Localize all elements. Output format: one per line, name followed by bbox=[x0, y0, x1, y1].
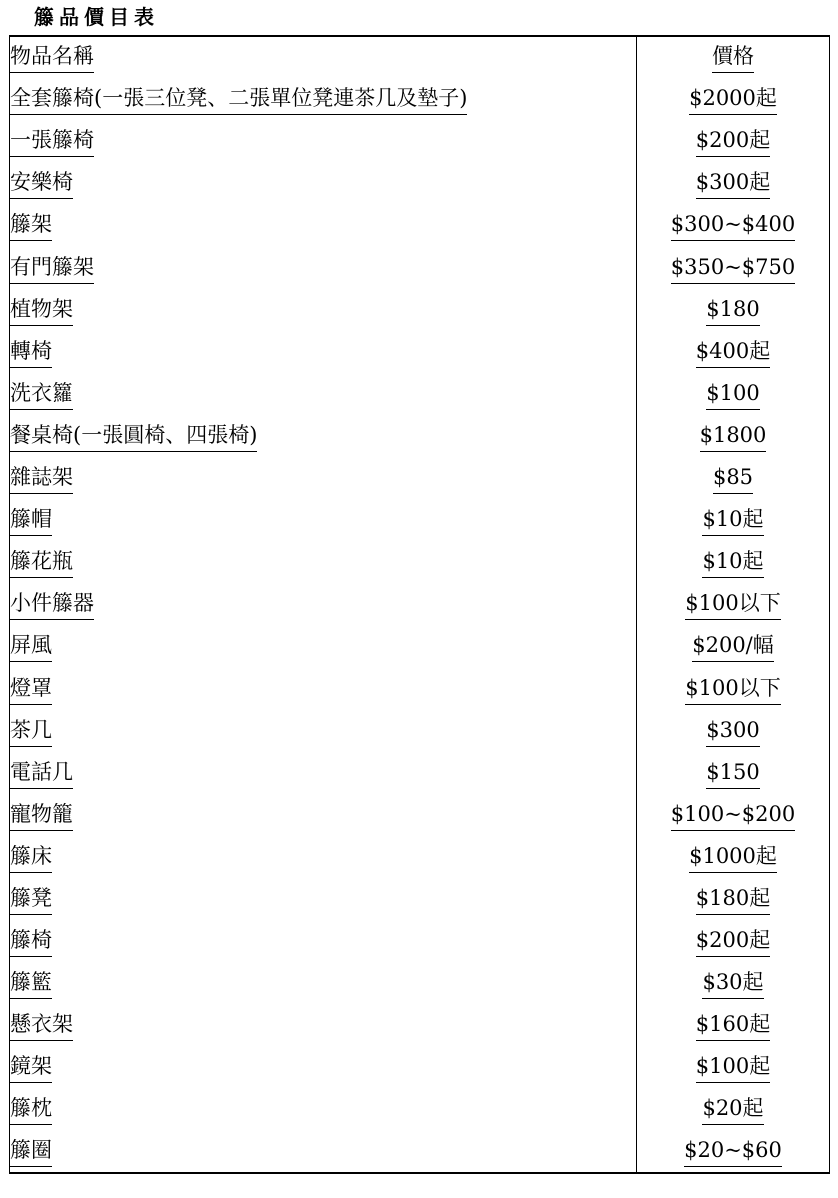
item-name-cell bbox=[10, 667, 637, 709]
item-price: $200起 bbox=[696, 127, 770, 157]
item-price-cell bbox=[637, 499, 830, 541]
table-row bbox=[10, 962, 830, 1004]
table-row bbox=[10, 246, 830, 288]
header-name-cell bbox=[10, 36, 637, 78]
item-name-cell bbox=[10, 499, 637, 541]
item-name: 電話几 bbox=[10, 759, 73, 789]
header-price: 價格 bbox=[712, 43, 754, 73]
item-price: $2000起 bbox=[689, 85, 777, 115]
item-name: 籐圈 bbox=[10, 1137, 52, 1167]
item-price-cell bbox=[637, 331, 830, 373]
item-price-cell bbox=[637, 204, 830, 246]
item-name-cell bbox=[10, 836, 637, 878]
header-name: 物品名稱 bbox=[10, 43, 94, 73]
item-name-cell bbox=[10, 78, 637, 120]
item-price-cell bbox=[637, 373, 830, 415]
item-name-cell bbox=[10, 120, 637, 162]
item-name-cell bbox=[10, 457, 637, 499]
item-name-cell bbox=[10, 1046, 637, 1088]
item-price: $30起 bbox=[702, 969, 763, 999]
table-row bbox=[10, 625, 830, 667]
item-price: $400起 bbox=[696, 338, 770, 368]
item-name: 洗衣籮 bbox=[10, 380, 73, 410]
item-name: 一張籐椅 bbox=[10, 127, 94, 157]
item-name-cell bbox=[10, 794, 637, 836]
item-name: 籐架 bbox=[10, 211, 52, 241]
table-row bbox=[10, 752, 830, 794]
item-name: 安樂椅 bbox=[10, 169, 73, 199]
item-name: 雜誌架 bbox=[10, 464, 73, 494]
item-name-cell bbox=[10, 204, 637, 246]
price-table-body bbox=[10, 36, 830, 1173]
item-price: $350~$750 bbox=[671, 254, 795, 284]
item-name: 轉椅 bbox=[10, 338, 52, 368]
item-price: $300~$400 bbox=[671, 211, 795, 241]
item-name-cell bbox=[10, 710, 637, 752]
table-row bbox=[10, 667, 830, 709]
item-name: 全套籐椅(一張三位凳、二張單位凳連茶几及墊子) bbox=[10, 85, 467, 115]
item-price-cell bbox=[637, 920, 830, 962]
item-price-cell bbox=[637, 752, 830, 794]
item-price-cell bbox=[637, 667, 830, 709]
item-name-cell bbox=[10, 162, 637, 204]
item-price: $10起 bbox=[702, 548, 763, 578]
item-name-cell bbox=[10, 1130, 637, 1172]
item-price: $200起 bbox=[696, 927, 770, 957]
table-row bbox=[10, 1004, 830, 1046]
item-name-cell bbox=[10, 331, 637, 373]
item-name-cell bbox=[10, 415, 637, 457]
table-row bbox=[10, 499, 830, 541]
item-price: $160起 bbox=[696, 1011, 770, 1041]
table-row bbox=[10, 710, 830, 752]
item-price-cell bbox=[637, 415, 830, 457]
item-name: 寵物籠 bbox=[10, 801, 73, 831]
item-price: $20~$60 bbox=[684, 1137, 782, 1167]
table-row bbox=[10, 878, 830, 920]
item-price: $10起 bbox=[702, 506, 763, 536]
item-name-cell bbox=[10, 289, 637, 331]
item-price-cell bbox=[637, 836, 830, 878]
item-price-cell bbox=[637, 625, 830, 667]
table-row bbox=[10, 120, 830, 162]
item-price: $180 bbox=[706, 296, 759, 326]
item-price: $200/幅 bbox=[692, 632, 774, 662]
item-price: $300 bbox=[706, 717, 759, 747]
item-price-cell bbox=[637, 541, 830, 583]
item-price: $1800 bbox=[700, 422, 767, 452]
item-name: 有門籐架 bbox=[10, 254, 94, 284]
page-title: 籐品價目表 bbox=[34, 5, 159, 29]
item-price-cell bbox=[637, 1004, 830, 1046]
item-price-cell bbox=[637, 1046, 830, 1088]
item-price-cell bbox=[637, 162, 830, 204]
table-row bbox=[10, 289, 830, 331]
item-price-cell bbox=[637, 246, 830, 288]
item-price: $100以下 bbox=[685, 675, 780, 705]
table-row bbox=[10, 583, 830, 625]
header-price-cell bbox=[637, 36, 830, 78]
item-name: 燈罩 bbox=[10, 675, 52, 705]
item-name: 籐枕 bbox=[10, 1095, 52, 1125]
item-price-cell bbox=[637, 794, 830, 836]
table-row bbox=[10, 1088, 830, 1130]
item-price-cell bbox=[637, 78, 830, 120]
item-name: 小件籐器 bbox=[10, 590, 94, 620]
item-price-cell bbox=[637, 710, 830, 752]
table-row bbox=[10, 331, 830, 373]
item-price: $180起 bbox=[696, 885, 770, 915]
table-row bbox=[10, 836, 830, 878]
item-name: 籐椅 bbox=[10, 927, 52, 957]
table-row bbox=[10, 457, 830, 499]
item-price-cell bbox=[637, 583, 830, 625]
table-row bbox=[10, 794, 830, 836]
item-price-cell bbox=[637, 878, 830, 920]
table-row bbox=[10, 541, 830, 583]
item-price: $100起 bbox=[696, 1053, 770, 1083]
item-price: $150 bbox=[706, 759, 759, 789]
item-price: $100~$200 bbox=[671, 801, 795, 831]
item-price-cell bbox=[637, 120, 830, 162]
item-price: $300起 bbox=[696, 169, 770, 199]
item-name: 籐籃 bbox=[10, 969, 52, 999]
item-name: 茶几 bbox=[10, 717, 52, 747]
item-price: $100以下 bbox=[685, 590, 780, 620]
item-price-cell bbox=[637, 962, 830, 1004]
item-name-cell bbox=[10, 625, 637, 667]
item-name-cell bbox=[10, 962, 637, 1004]
item-price-cell bbox=[637, 1088, 830, 1130]
item-name: 鏡架 bbox=[10, 1053, 52, 1083]
item-name: 植物架 bbox=[10, 296, 73, 326]
item-name: 籐帽 bbox=[10, 506, 52, 536]
table-row bbox=[10, 373, 830, 415]
item-price-cell bbox=[637, 457, 830, 499]
item-price: $85 bbox=[713, 464, 753, 494]
item-name-cell bbox=[10, 752, 637, 794]
price-table bbox=[9, 35, 830, 1174]
item-name-cell bbox=[10, 583, 637, 625]
table-row bbox=[10, 1130, 830, 1172]
item-name-cell bbox=[10, 1004, 637, 1046]
table-row bbox=[10, 162, 830, 204]
item-name-cell bbox=[10, 878, 637, 920]
table-row bbox=[10, 1046, 830, 1088]
table-header-row bbox=[10, 36, 830, 78]
item-price-cell bbox=[637, 1130, 830, 1172]
item-name: 籐床 bbox=[10, 843, 52, 873]
item-name-cell bbox=[10, 1088, 637, 1130]
item-price: $20起 bbox=[702, 1095, 763, 1125]
item-price-cell bbox=[637, 289, 830, 331]
item-price: $100 bbox=[706, 380, 759, 410]
table-row bbox=[10, 78, 830, 120]
table-row bbox=[10, 204, 830, 246]
item-name: 餐桌椅(一張圓椅、四張椅) bbox=[10, 422, 257, 452]
item-name-cell bbox=[10, 373, 637, 415]
item-price: $1000起 bbox=[689, 843, 777, 873]
item-name: 屏風 bbox=[10, 632, 52, 662]
item-name-cell bbox=[10, 920, 637, 962]
item-name: 籐凳 bbox=[10, 885, 52, 915]
item-name-cell bbox=[10, 246, 637, 288]
table-row bbox=[10, 415, 830, 457]
item-name-cell bbox=[10, 541, 637, 583]
table-row bbox=[10, 920, 830, 962]
item-name: 籐花瓶 bbox=[10, 548, 73, 578]
item-name: 懸衣架 bbox=[10, 1011, 73, 1041]
